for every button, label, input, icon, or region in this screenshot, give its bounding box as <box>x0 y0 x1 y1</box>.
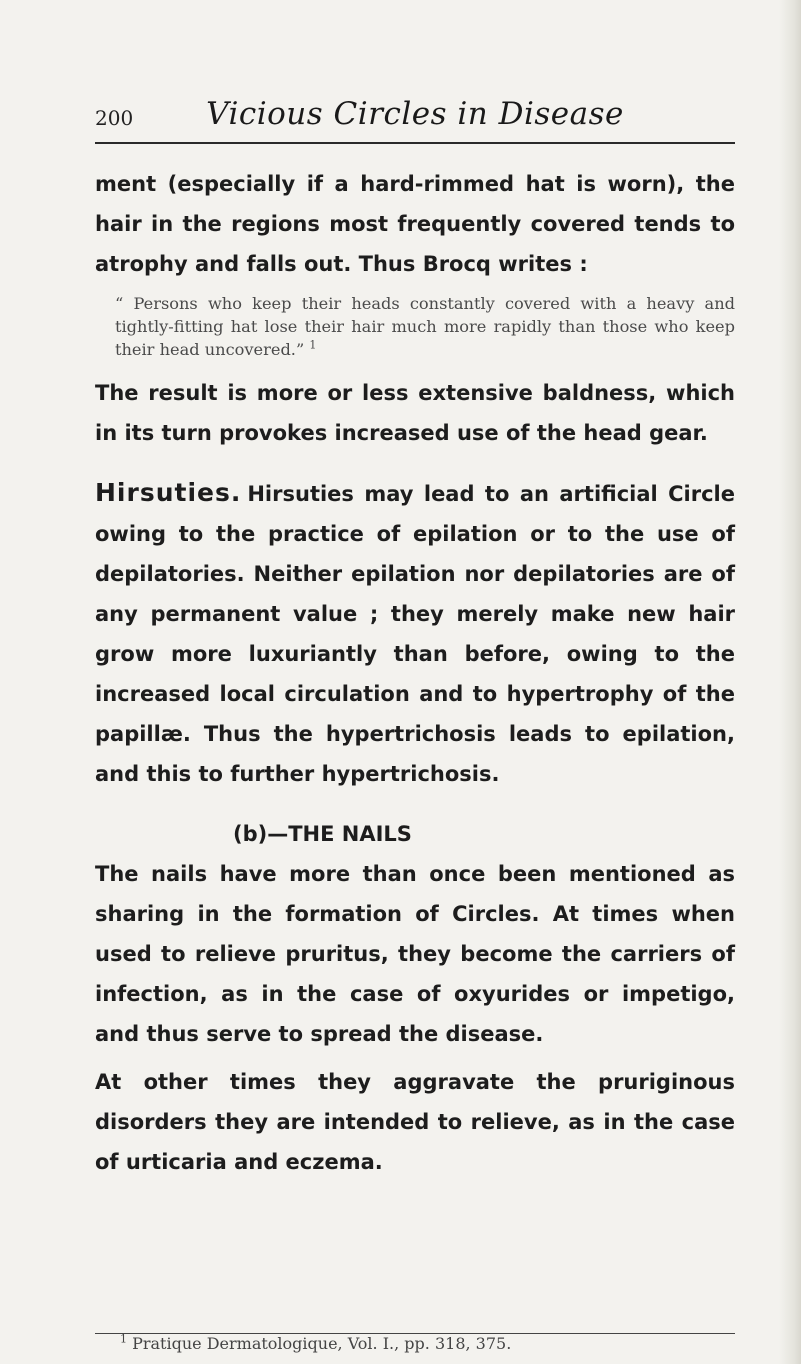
page-edge-shadow <box>779 0 801 1364</box>
paragraph-nails-1: The nails have more than once been mentioned as sharing in the formation of Circles. At times when used to relieve pruritus, they become the carriers of infection, as in the case of oxyurides or impetigo, and thus serve to spread the disease. <box>95 862 735 1046</box>
hirsuties-heading: Hirsuties. <box>95 478 242 507</box>
footnote-marker: 1 <box>120 1332 127 1346</box>
hirsuties-text: Hirsuties may lead to an artificial Circle owing to the practice of epilation or to the use of depilatories. Neither epilation nor depilatories are of any permanent value ; they merely make new hair grow more luxuriantly than before, owing to the increased local circulation and to hypertrophy of the papillæ. Thus the hypertrichosis leads to epilation, and this to further hypertrichosis. <box>95 482 735 786</box>
paragraph-hat-atrophy: ment (especially if a hard-rimmed hat is worn), the hair in the regions most frequently covered tends to atrophy and falls out. Thus Brocq writes : <box>95 172 735 276</box>
paragraph-hirsuties <box>95 473 735 794</box>
quote-footnote-ref: 1 <box>309 338 317 352</box>
running-title: Vicious Circles in Disease <box>206 96 624 132</box>
spacer <box>95 453 735 473</box>
footnote <box>120 1334 740 1353</box>
footnote-text: Pratique Dermatologique, Vol. I., pp. 318, 375. <box>132 1334 512 1353</box>
paragraph-baldness: The result is more or less extensive baldness, which in its turn provokes increased use of the head gear. <box>95 381 735 445</box>
header-rule <box>95 142 735 144</box>
spacer <box>95 1054 735 1062</box>
page-header <box>95 96 735 140</box>
page-body <box>95 164 735 1182</box>
paragraph-nails-2: At other times they aggravate the pruriginous disorders they are intended to relieve, as in the case of urticaria and eczema. <box>95 1070 735 1174</box>
quote-text: “ Persons who keep their heads constantly covered with a heavy and tightly-fitting hat lose their hair much more rapidly than those who keep their head uncovered.” <box>115 294 735 359</box>
nails-heading: (b)—THE NAILS <box>233 822 412 846</box>
page-number: 200 <box>95 106 134 130</box>
brocq-quote <box>115 292 735 361</box>
